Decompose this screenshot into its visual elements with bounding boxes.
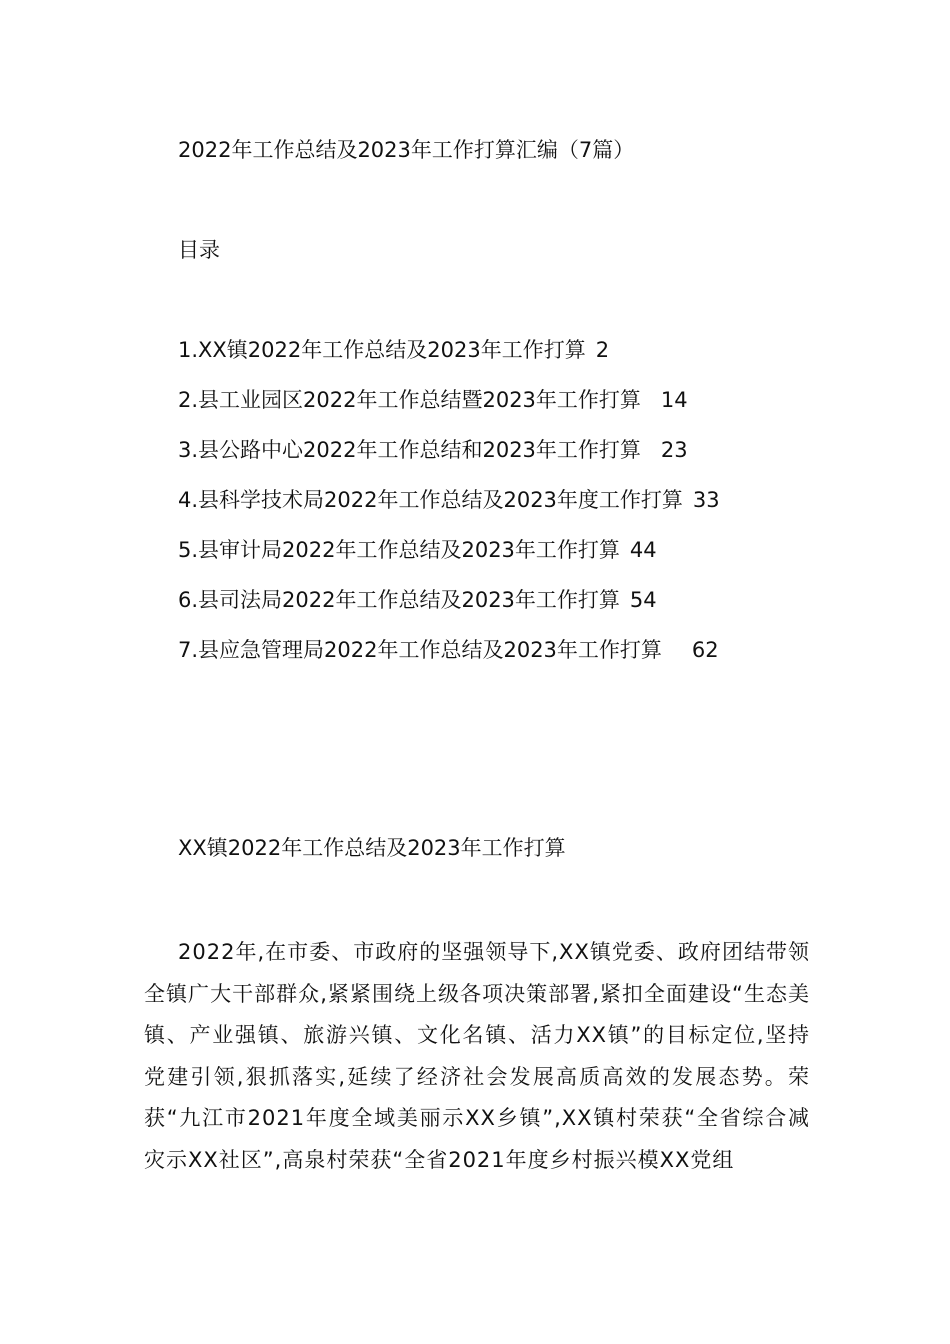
toc-item[interactable] [178, 436, 720, 486]
toc-item-label: 2.县工业园区2022年工作总结暨2023年工作打算 [178, 388, 641, 412]
toc-item[interactable] [178, 386, 720, 436]
toc-page-number: 14 [660, 388, 688, 412]
document-title: 2022年工作总结及2023年工作打算汇编（7篇） [178, 138, 635, 162]
toc-page-number: 44 [629, 538, 657, 562]
toc-item-label: 3.县公路中心2022年工作总结和2023年工作打算 [178, 438, 641, 462]
toc-item[interactable] [178, 636, 720, 686]
toc-item-label: 5.县审计局2022年工作总结及2023年工作打算 [178, 538, 620, 562]
toc-item[interactable] [178, 586, 720, 636]
toc-item-label: 1.XX镇2022年工作总结及2023年工作打算 [178, 338, 586, 362]
toc-page-number: 62 [691, 638, 719, 662]
toc-item[interactable] [178, 336, 720, 386]
toc-item-label: 6.县司法局2022年工作总结及2023年工作打算 [178, 588, 620, 612]
toc-item-label: 7.县应急管理局2022年工作总结及2023年工作打算 [178, 638, 662, 662]
toc-item[interactable] [178, 486, 720, 536]
toc-item[interactable] [178, 536, 720, 586]
table-of-contents [178, 336, 720, 686]
toc-page-number: 33 [692, 488, 720, 512]
toc-page-number: 2 [595, 338, 610, 362]
section-title: XX镇2022年工作总结及2023年工作打算 [178, 836, 566, 860]
toc-heading: 目录 [178, 238, 220, 262]
body-paragraph: 2022年,在市委、市政府的坚强领导下,XX镇党委、政府团结带领全镇广大干部群众,紧紧围绕上级各项决策部署,紧扣全面建设“生态美镇、产业强镇、旅游兴镇、文化名镇、活力XX镇”的目标定位,坚持党建引领,狠抓落实,延续了经济社会发展高质高效的发展态势。荣获“九江市2021年度全域美丽示XX乡镇”,XX镇村荣获“全省综合减灾示XX社区”,高泉村荣获“全省2021年度乡村振兴模XX党组 [144, 940, 810, 1172]
toc-page-number: 54 [629, 588, 657, 612]
toc-page-number: 23 [660, 438, 688, 462]
toc-item-label: 4.县科学技术局2022年工作总结及2023年度工作打算 [178, 488, 683, 512]
